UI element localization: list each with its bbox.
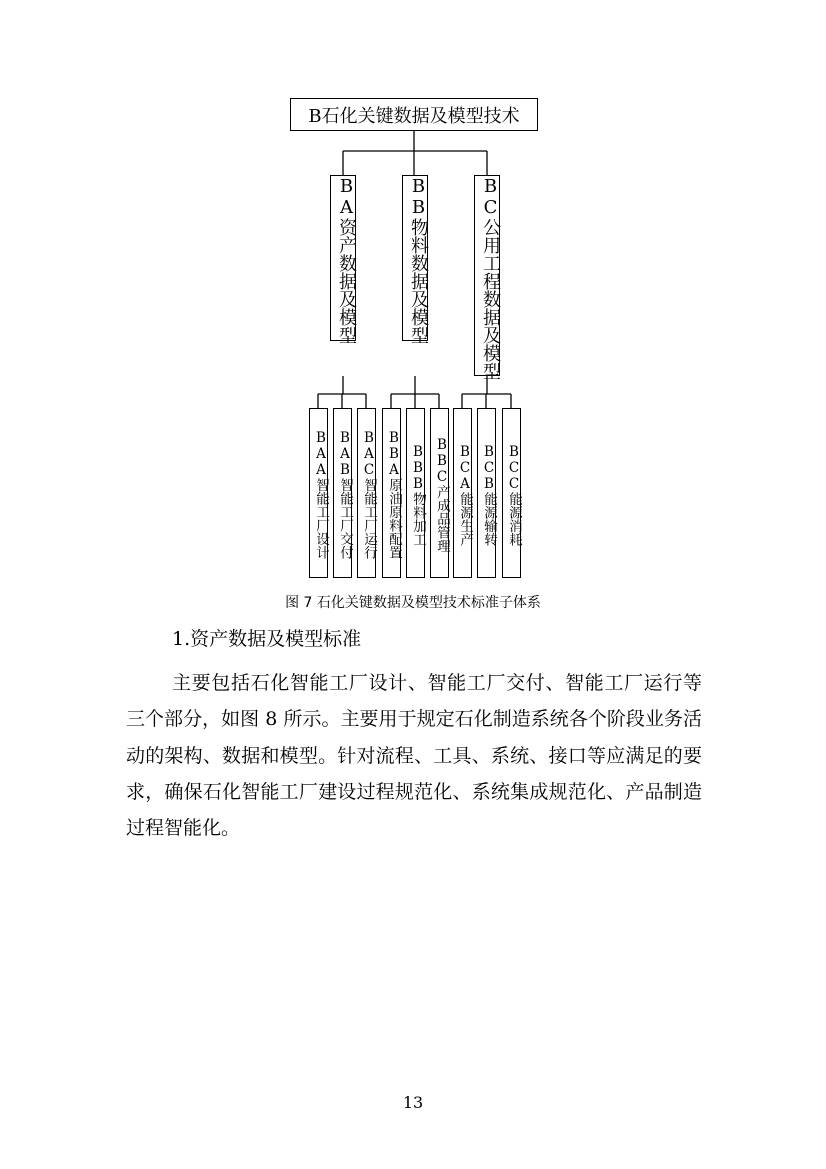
diagram-node-bb: BB物料数据及模型 bbox=[402, 175, 428, 341]
diagram-node-ba: BA资产数据及模型 bbox=[330, 175, 356, 341]
diagram-leaf-bac: BAC智能工厂运行 bbox=[357, 408, 376, 578]
diagram-leaf-baa: BAA智能工厂设计 bbox=[309, 408, 328, 578]
diagram-leaf-bbb: BBB物料加工 bbox=[406, 408, 425, 578]
diagram-root-node: B石化关键数据及模型技术 bbox=[290, 98, 538, 131]
diagram-leaf-bab: BAB智能工厂交付 bbox=[333, 408, 352, 578]
diagram-leaf-bbc: BBC产成品管理 bbox=[430, 408, 449, 578]
page-number: 13 bbox=[402, 1093, 424, 1112]
diagram-leaf-bca: BCA能源生产 bbox=[453, 408, 472, 578]
figure-caption: 图 7 石化关键数据及模型技术标准子体系 bbox=[285, 595, 541, 611]
diagram-leaf-bba: BBA原油原料配置 bbox=[382, 408, 401, 578]
section-heading: 1.资产数据及模型标准 bbox=[172, 628, 362, 650]
diagram-leaf-bcc: BCC能源消耗 bbox=[502, 408, 521, 578]
diagram-leaf-bcb: BCB能源输转 bbox=[477, 408, 496, 578]
body-paragraph: 主要包括石化智能工厂设计、智能工厂交付、智能工厂运行等三个部分，如图 8 所示。主要用于规定石化制造系统各个阶段业务活动的架构、数据和模型。针对流程、工具、系统、接口等应满足的要求，确保石化智能工厂建设过程规范化、系统集成规范化、产品制造过程智能化。 bbox=[126, 672, 702, 840]
diagram-node-bc: BC公用工程数据及模型 bbox=[474, 175, 500, 376]
